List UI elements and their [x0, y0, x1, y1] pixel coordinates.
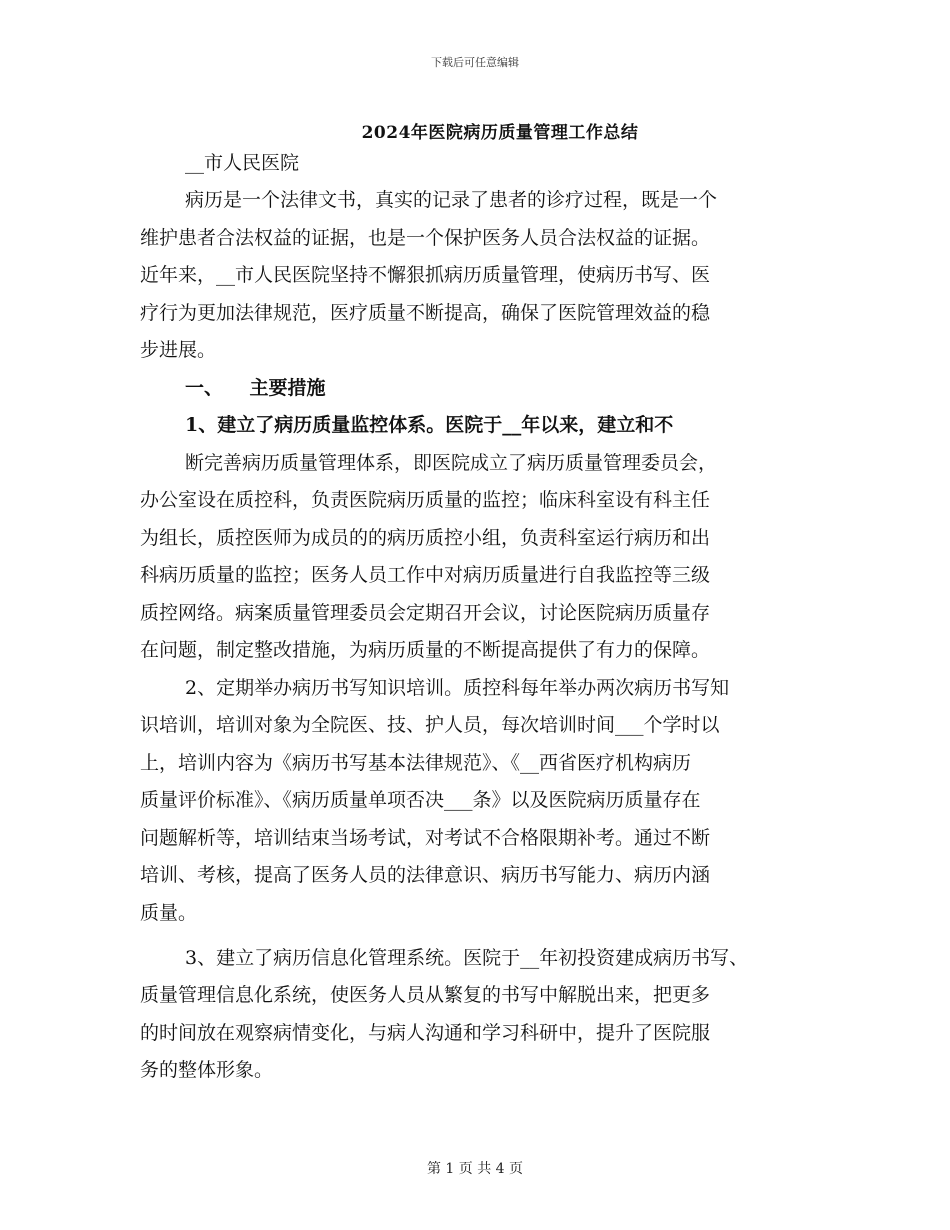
paragraph-line: 识培训，培训对象为全院医、技、护人员，每次培训时间___个学时以	[140, 714, 720, 736]
paragraph-line: 维护患者合法权益的证据，也是一个保护医务人员合法权益的证据。	[140, 227, 711, 249]
paragraph-line: 质量。	[140, 902, 198, 924]
section-heading: 一、 主要措施	[185, 377, 326, 399]
paragraph-line: 质控网络。病案质量管理委员会定期召开会议，讨论医院病历质量存	[140, 602, 711, 624]
paragraph-line: 培训、考核，提高了医务人员的法律意识、病历书写能力、病历内涵	[140, 864, 711, 886]
paragraph-line: 的时间放在观察病情变化，与病人沟通和学习科研中，提升了医院服	[140, 1022, 711, 1044]
paragraph-line: 2、定期举办病历书写知识培训。质控科每年举办两次病历书写知	[185, 677, 730, 699]
paragraph-line: 办公室设在质控科，负责医院病历质量的监控；临床科室设有科主任	[140, 489, 711, 511]
paragraph-line: 疗行为更加法律规范，医疗质量不断提高，确保了医院管理效益的稳	[140, 302, 711, 324]
paragraph-line: 步进展。	[140, 339, 217, 361]
paragraph-line: 上，培训内容为《病历书写基本法律规范》、《__西省医疗机构病历	[140, 752, 692, 774]
paragraph-line: 问题解析等，培训结束当场考试，对考试不合格限期补考。通过不断	[140, 827, 711, 849]
document-title: 2024年医院病历质量管理工作总结	[361, 123, 639, 143]
paragraph-line: 断完善病历质量管理体系，即医院成立了病历质量管理委员会，	[185, 452, 718, 474]
paragraph-line: 务的整体形象。	[140, 1059, 274, 1081]
paragraph-line: 病历是一个法律文书，真实的记录了患者的诊疗过程，既是一个	[185, 189, 718, 211]
paragraph-line: 在问题，制定整改措施，为病历质量的不断提高提供了有力的保障。	[140, 639, 711, 661]
paragraph-line: 近年来，__市人民医院坚持不懈狠抓病历质量管理，使病历书写、医	[140, 264, 711, 286]
page-number-footer: 第 1 页 共 4 页	[426, 1161, 524, 1177]
paragraph-line: __市人民医院	[185, 152, 300, 174]
paragraph-line: 质量评价标准》、《病历质量单项否决___条》以及医院病历质量存在	[140, 789, 701, 811]
paragraph-line: 为组长，质控医师为成员的的病历质控小组，负责科室运行病历和出	[140, 527, 711, 549]
paragraph-line: 质量管理信息化系统，使医务人员从繁复的书写中解脱出来，把更多	[140, 984, 711, 1006]
header-note: 下载后可任意编辑	[431, 56, 519, 69]
paragraph-line: 科病历质量的监控；医务人员工作中对病历质量进行自我监控等三级	[140, 564, 711, 586]
paragraph-line: 3、建立了病历信息化管理系统。医院于__年初投资建成病历书写、	[185, 947, 749, 969]
subsection-heading: 1、建立了病历质量监控体系。医院于__年以来，建立和不	[185, 414, 674, 436]
